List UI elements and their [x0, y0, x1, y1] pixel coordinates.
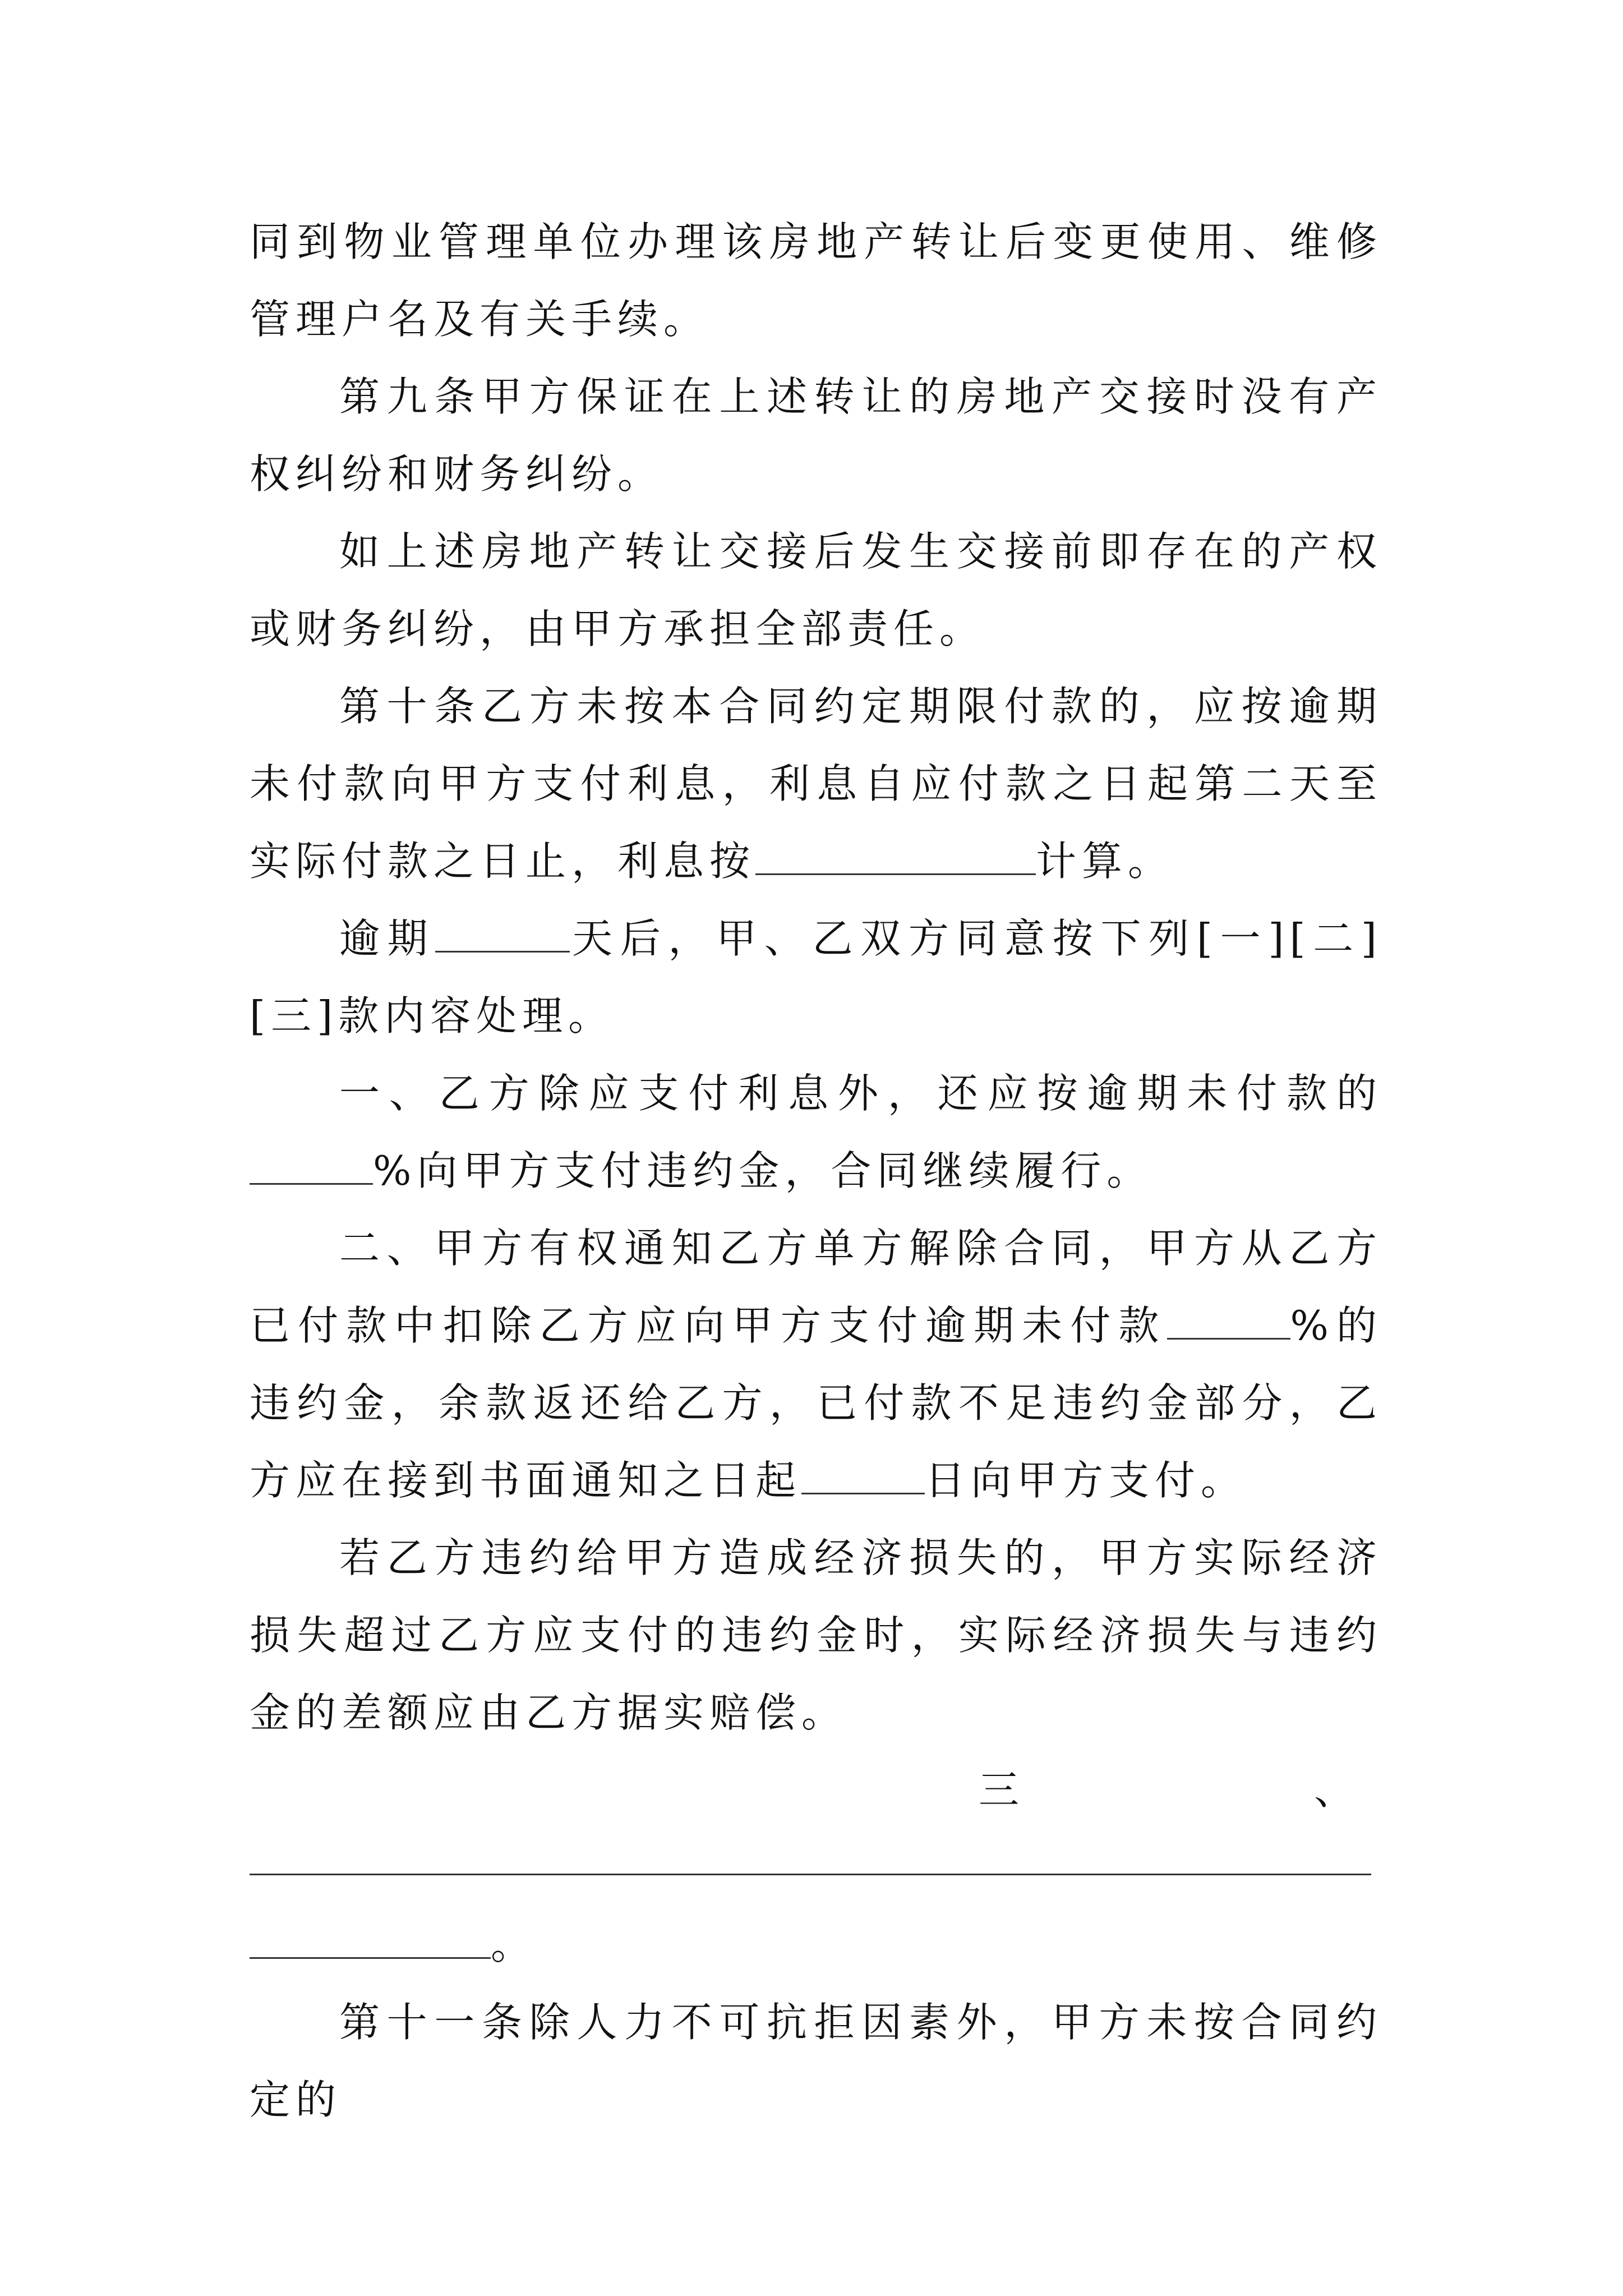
paragraph-compensation — [250, 1519, 1382, 1751]
paragraph-option-1 — [250, 1055, 1382, 1209]
interest-rate-blank[interactable] — [755, 840, 1036, 875]
option-3-end-line — [250, 1906, 1382, 1984]
overdue-days-blank[interactable] — [435, 917, 570, 953]
option-2-middle: %的违约金，余款返还给乙方，已付款不足违约金部分，乙方应在接到书面通知之日起 — [250, 1302, 1382, 1504]
payment-days-blank[interactable] — [801, 1459, 925, 1494]
paragraph-article-11 — [250, 1984, 1382, 2138]
option-3-blank-line[interactable] — [250, 1829, 1382, 1906]
option-1-tail: %向甲方支付违约金，合同继续履行。 — [373, 1147, 1153, 1194]
document-body — [250, 203, 1382, 2138]
option-2-tail: 日向甲方支付。 — [925, 1457, 1247, 1504]
option-3-label: 三 — [979, 1766, 1025, 1814]
option-3-comma: 、 — [1313, 1766, 1360, 1814]
paragraph-1 — [250, 203, 1382, 358]
paragraph-option-2 — [250, 1209, 1382, 1519]
paragraph-dispute-liability — [250, 513, 1382, 668]
compensation-text: 若乙方违约给甲方造成经济损失的，甲方实际经济损失超过乙方应支付的违约金时，实际经济损失与违约金的差额应由乙方据实赔偿。 — [250, 1534, 1382, 1736]
dispute-liability-text: 如上述房地产转让交接后发生交接前即存在的产权或财务纠纷，由甲方承担全部责任。 — [250, 528, 1382, 652]
paragraph-overdue — [250, 900, 1382, 1055]
overdue-text: 天后，甲、乙双方同意按下列[一][二][三]款内容处理。 — [250, 915, 1382, 1039]
article-9-text: 第九条甲方保证在上述转让的房地产交接时没有产权纠纷和财务纠纷。 — [250, 373, 1382, 498]
option-3-blank-short[interactable] — [250, 1924, 491, 1959]
penalty-percent-blank-1[interactable] — [250, 1149, 373, 1185]
option-1-text: 一、乙方除应支付利息外，还应按逾期未付款的 — [339, 1070, 1382, 1117]
article-10-text: 第十条乙方未按本合同约定期限付款的，应按逾期未付款向甲方支付利息，利息自应付款之日起第二天至实际付款之日止，利息按 — [250, 683, 1382, 885]
paragraph-article-9 — [250, 358, 1382, 513]
article-10-tail: 计算。 — [1036, 838, 1174, 885]
option-3-period: 。 — [491, 1921, 537, 1968]
option-2-text: 二、甲方有权通知乙方单方解除合同，甲方从乙方已付款中扣除乙方应向甲方支付逾期未付款 — [250, 1225, 1382, 1349]
paragraph-article-10 — [250, 668, 1382, 900]
paragraph-1-text: 同到物业管理单位办理该房地产转让后变更使用、维修管理户名及有关手续。 — [250, 218, 1382, 343]
overdue-prefix: 逾期 — [339, 915, 436, 962]
penalty-percent-blank-2[interactable] — [1167, 1304, 1290, 1340]
option-3-heading-row — [250, 1751, 1382, 1829]
article-11-text: 第十一条除人力不可抗拒因素外，甲方未按合同约定的 — [250, 1999, 1382, 2123]
